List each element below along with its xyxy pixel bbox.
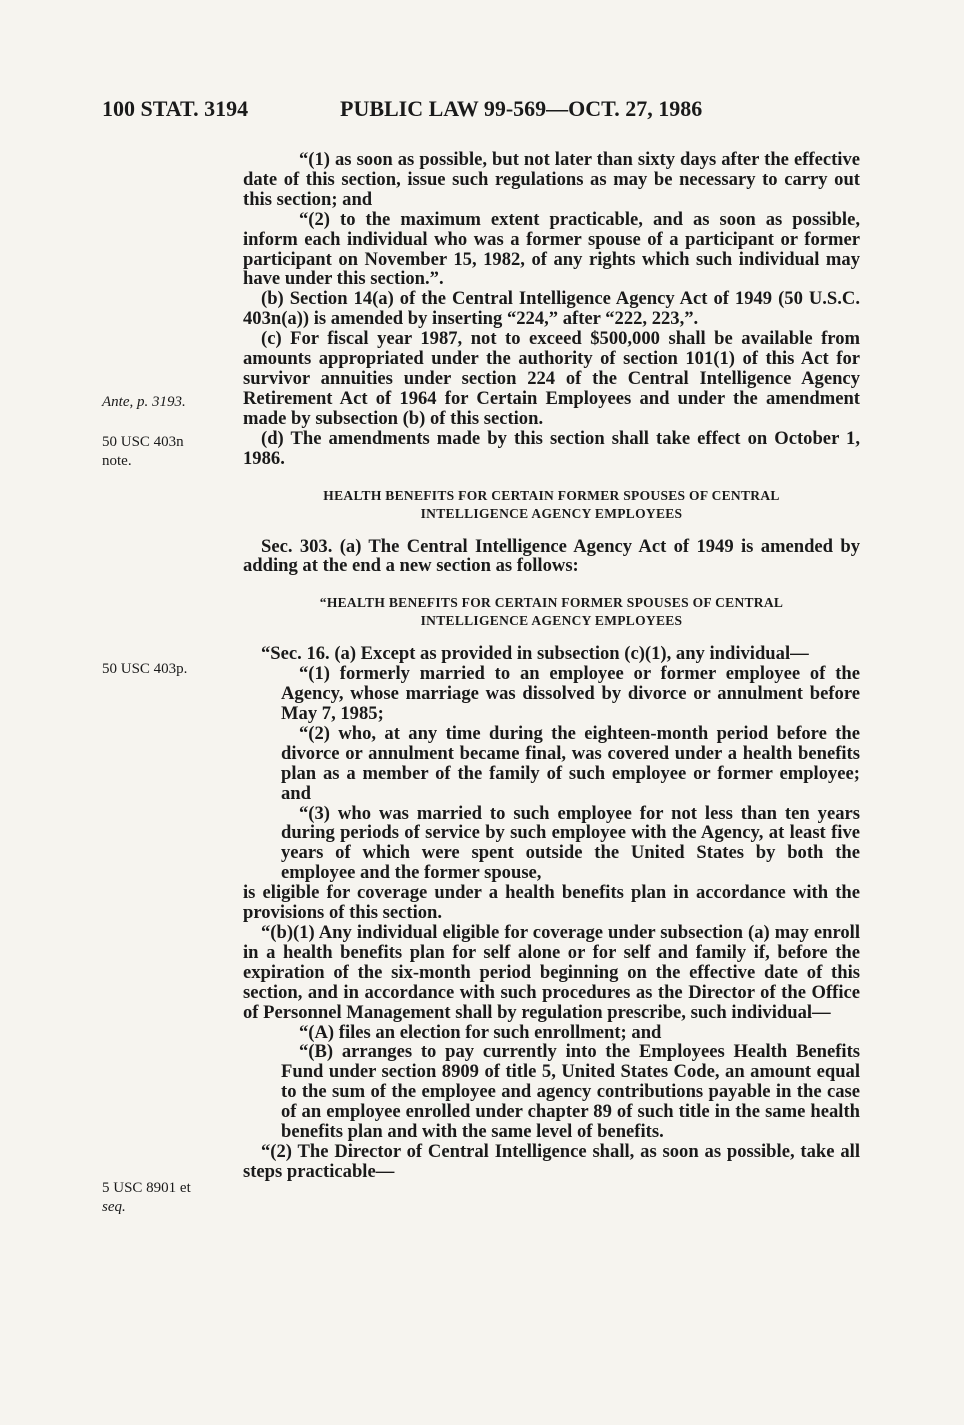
subsection-b2: “(2) The Director of Central Intelligence shall, as soon as possible, take all steps practicable— bbox=[243, 1140, 860, 1182]
section-303: Sec. 303. (a) The Central Intelligence Agency Act of 1949 is amended by adding at the end a new section as follows: bbox=[243, 535, 860, 577]
public-law-title: PUBLIC LAW 99-569—OCT. 27, 1986 bbox=[340, 96, 703, 121]
paragraph-c: (c) For fiscal year 1987, not to exceed $500,000 shall be available from amounts appropriated under the authority of section 101(1) of this Act for survivor annuities under section 224 of the Central Intelligence Agency Retirement Act of 1964 for Certain Employees and under the amendment made by subsection (b) of this section. bbox=[243, 328, 860, 429]
subsection-b1: “(b)(1) Any individual eligible for coverage under subsection (a) may enroll in a health benefits plan for self alone or for self and family if, before the expiration of the six-month period beginning on the effective date of this section, and in accordance with such procedures as the Director of the Office of Personnel Management shall by regulation prescribe, such individual— bbox=[243, 922, 860, 1023]
subparagraph-a3: “(3) who was married to such employee for not less than ten years during periods of service by such employee with the Agency, at least five years of which were spent outside the United States by both the employee and the former spouse, bbox=[281, 802, 860, 884]
subparagraph-a2: “(2) who, at any time during the eighteen-month period before the divorce or annulment became final, was covered under a health benefits plan as a member of the family of such employee or former employee; and bbox=[281, 722, 860, 804]
page-header bbox=[102, 96, 862, 126]
statute-body bbox=[243, 150, 860, 1182]
margin-note-50usc403n: 50 USC 403n bbox=[102, 434, 184, 450]
section-heading-1a: HEALTH BENEFITS FOR CERTAIN FORMER SPOUSES OF CENTRAL bbox=[323, 487, 780, 503]
stat-page-number: 100 STAT. 3194 bbox=[102, 96, 249, 121]
margin-note-5usc8901: 5 USC 8901 et bbox=[102, 1180, 191, 1196]
margin-note-50usc403n-note: note. bbox=[102, 453, 132, 469]
subparagraph-a1: “(1) formerly married to an employee or former employee of the Agency, whose marriage was dissolved by divorce or annulment before May 7, 1985; bbox=[281, 663, 860, 725]
paragraph-d: (d) The amendments made by this section shall take effect on October 1, 1986. bbox=[243, 427, 860, 469]
subsection-a-tail: is eligible for coverage under a health benefits plan in accordance with the provisions of this section. bbox=[243, 882, 860, 924]
subparagraph-bB: “(B) arranges to pay currently into the Employees Health Benefits Fund under section 8909 of title 5, United States Code, an amount equal to the sum of the employee and agency contributions payable in the case of an employee enrolled under chapter 89 of such title in the same health benefits plan and with the same level of benefits. bbox=[281, 1041, 860, 1143]
section-heading-1b: INTELLIGENCE AGENCY EMPLOYEES bbox=[420, 505, 683, 521]
section-heading-2a: “HEALTH BENEFITS FOR CERTAIN FORMER SPOUSES OF CENTRAL bbox=[319, 595, 784, 611]
margin-note-50usc403p: 50 USC 403p. bbox=[102, 661, 188, 677]
paragraph-b: (b) Section 14(a) of the Central Intelligence Agency Act of 1949 (50 U.S.C. 403n(a)) is amended by inserting “224,” after “222, 223,”. bbox=[243, 288, 860, 330]
section-heading-2b: INTELLIGENCE AGENCY EMPLOYEES bbox=[420, 613, 683, 629]
section-16: “Sec. 16. (a) Except as provided in subsection (c)(1), any individual— bbox=[261, 643, 809, 665]
subparagraph-bA: “(A) files an election for such enrollment; and bbox=[299, 1021, 662, 1043]
margin-note-ante: Ante, p. 3193. bbox=[102, 394, 186, 410]
margin-note-seq: seq. bbox=[102, 1199, 126, 1215]
paragraph-2: “(2) to the maximum extent practicable, and as soon as possible, inform each individual who was a former spouse of a participant or former participant on November 15, 1982, of any rights which such individual may have under this section.”. bbox=[243, 208, 860, 290]
paragraph-1: “(1) as soon as possible, but not later than sixty days after the effective date of this section, issue such regulations as may be necessary to carry out this section; and bbox=[243, 149, 860, 210]
